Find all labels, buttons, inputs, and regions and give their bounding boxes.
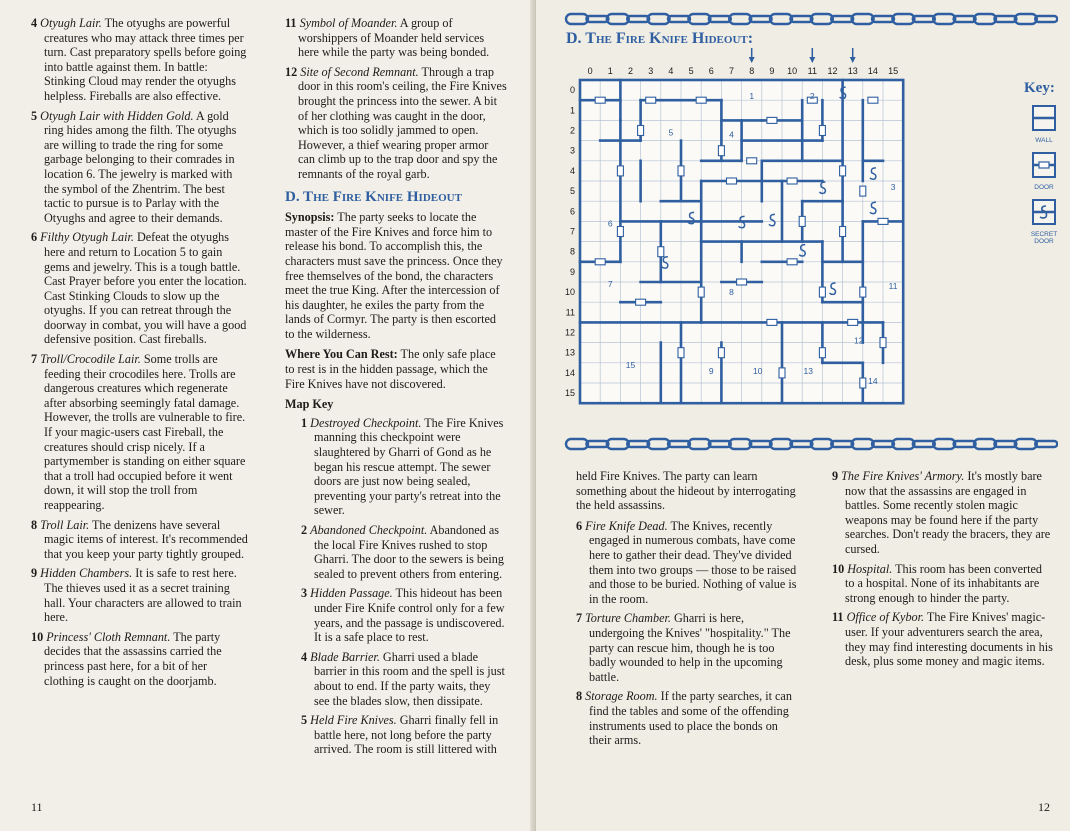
room-label-12: 12 xyxy=(854,335,864,346)
x-tick-5: 5 xyxy=(688,66,694,76)
right-column-2 xyxy=(832,469,1054,674)
entry-9: 9 The Fire Knives' Armory. It's mostly bare now that the assassins are engaged in battles. Some recently stolen magic weapons may be found here if the party searches. Don't ready the bracers, they are cursed. xyxy=(832,469,1051,556)
room-label-6: 6 xyxy=(607,218,613,229)
entry-7: 7 Troll/Crocodile Lair. Some trolls are feeding their crocodiles here. Trolls are dangerous creatures which regenerate after absorbing seemingly fatal damage. However, the trolls are vulnerable to fire. If your magic-users cast Fireball, the creatures should crisp nicely. If a partymember is standing on either square that a troll had occupied before it went down, it will stop the troll from reappearing. xyxy=(31,352,246,512)
chain-link xyxy=(811,14,833,24)
door xyxy=(737,279,747,285)
room-label-9: 9 xyxy=(708,365,714,376)
chain-link xyxy=(729,14,751,24)
door xyxy=(840,166,846,176)
entry-9: 9 Hidden Chambers. It is safe to rest here. The thieves used it as a secret training hall. Your characters are allowed to train here. xyxy=(31,566,242,625)
door xyxy=(636,299,646,305)
chain-link xyxy=(668,441,690,447)
room-label-2: 2 xyxy=(809,91,815,102)
door xyxy=(860,186,866,196)
key-wall: WALL xyxy=(1024,105,1064,144)
chain-link xyxy=(892,14,914,24)
chain-link xyxy=(892,439,914,449)
x-tick-9: 9 xyxy=(769,66,775,76)
x-tick-14: 14 xyxy=(867,66,878,76)
key-door: DOOR xyxy=(1024,152,1064,191)
y-tick-11: 11 xyxy=(565,307,575,318)
chain-link xyxy=(1015,14,1037,24)
key-label: Key: xyxy=(1024,80,1055,96)
chain-link xyxy=(566,439,588,449)
door xyxy=(617,227,623,237)
y-tick-0: 0 xyxy=(569,85,575,96)
chain-link xyxy=(933,14,955,24)
chain-link xyxy=(648,14,670,24)
door xyxy=(860,378,866,388)
key-secret-door: SECRET DOOR xyxy=(1024,199,1064,245)
chain-link xyxy=(954,16,976,22)
chain-link xyxy=(872,16,894,22)
x-tick-0: 0 xyxy=(587,66,593,76)
door xyxy=(860,287,866,297)
entry-10: 10 Princess' Cloth Remnant. The party decides that the assassins carried the princess past here, for a bit of her clothing is caught on the doorjamb. xyxy=(31,629,222,688)
chain-link xyxy=(709,441,731,447)
entry-3: 3 Hidden Passage. This hideout has been under Fire Knife control only for a few years, and the passage is undiscovered. It is a safe place to rest. xyxy=(301,586,505,645)
chain-link xyxy=(994,16,1016,22)
door xyxy=(767,319,777,325)
door xyxy=(819,287,825,297)
entry-6: 6 Filthy Otyugh Lair. Defeat the otyughs here and return to Location 5 to gain gems and jewelry. This is a tough battle. Cast Prayer before you enter the location. Cast Stinking Clouds to slow up the otyughs. If you can retreat through the doorway in combat, you will have a good defensive position. Cast fireballs. xyxy=(31,230,247,347)
entry-arrow-head xyxy=(850,57,856,63)
y-tick-15: 15 xyxy=(564,388,575,399)
page-number-right: 12 xyxy=(1038,800,1050,814)
x-tick-3: 3 xyxy=(648,66,654,76)
room-label-4: 4 xyxy=(729,129,734,140)
door xyxy=(727,178,737,184)
door xyxy=(678,166,684,176)
door xyxy=(658,247,664,257)
x-tick-4: 4 xyxy=(668,66,674,76)
entry-8: 8 Storage Room. If the party searches, it can find the tables and some of the offending instruments used to place the bonds on their arms. xyxy=(576,689,792,748)
right-column-1 xyxy=(576,469,798,753)
room-label-8: 8 xyxy=(729,287,734,298)
chain-link xyxy=(586,16,608,22)
y-tick-6: 6 xyxy=(569,206,575,217)
entry-1: 1 Destroyed Checkpoint. The Fire Knives manning this checkpoint were slaughtered by Gharri of Gond as he began his rescue attempt. The sewer doors are just now being sealed, preventing your party's retreat into the sewer. xyxy=(301,415,504,518)
door xyxy=(799,216,805,226)
x-tick-2: 2 xyxy=(627,66,634,76)
entry-2: 2 Abandoned Checkpoint. Abandoned as the local Fire Knives rushed to stop Gharri. The door to the sewers is being sealed to prevent others from entering. xyxy=(301,523,504,581)
chain-link xyxy=(831,16,853,22)
chain-link xyxy=(586,441,608,447)
door xyxy=(779,368,785,378)
door xyxy=(678,348,684,358)
y-tick-13: 13 xyxy=(564,347,575,358)
left-column-1 xyxy=(31,16,249,693)
room-label-15: 15 xyxy=(625,359,636,370)
chain-link xyxy=(668,16,690,22)
entry-6: 6 Fire Knife Dead. The Knives, recently engaged in numerous combats, have come here to gather their dead. They've divided them into two groups — those to be raised and those to be buried. Nothing of value is in the room. xyxy=(576,518,797,606)
page-number-left: 11 xyxy=(31,800,43,814)
x-tick-10: 10 xyxy=(787,66,798,76)
x-tick-15: 15 xyxy=(888,66,899,76)
rest-info: Where You Can Rest: The only safe place to rest is in the hidden passage, which the Fire Knives have not discovered. xyxy=(285,347,496,391)
door xyxy=(868,97,878,103)
door xyxy=(718,146,724,156)
room-label-11: 11 xyxy=(888,281,898,292)
chain-link xyxy=(1015,439,1037,449)
entry-4: 4 Otyugh Lair. The otyughs are powerful creatures who may attack three times per turn. Cast preparatory spells before going into battle against them. In battle: Stinking Cloud may render the otyughs helpless. Fireballs are also effective. xyxy=(31,16,247,103)
door xyxy=(747,158,757,164)
chain-link xyxy=(811,439,833,449)
map-key-legend xyxy=(1024,80,1064,245)
x-tick-6: 6 xyxy=(708,66,714,76)
chain-link xyxy=(852,439,874,449)
map-title: D. The Fire Knife Hideout: xyxy=(566,30,754,47)
left-column-2 xyxy=(285,16,507,762)
door xyxy=(819,126,825,136)
entry-5: 5 Otyugh Lair with Hidden Gold. A gold ring hides among the filth. The otyughs are willing to trade the ring for some garbage belonging to their comrades in location 6. The jewelry is marked with the symbol of the Zhentrim. The best tactic to pursue is to Parlay with the Otyughs and agree to their demands. xyxy=(31,108,237,225)
room-label-13: 13 xyxy=(803,365,813,376)
chain-link xyxy=(688,14,710,24)
y-tick-9: 9 xyxy=(569,266,575,277)
section-heading: D. The Fire Knife Hideout xyxy=(285,188,462,205)
chain-link xyxy=(688,439,710,449)
entry-10: 10 Hospital. This room has been converted to a hospital. None of its inhabitants are strong enough to hinder the party. xyxy=(832,561,1042,605)
y-tick-14: 14 xyxy=(564,367,575,378)
door xyxy=(698,287,704,297)
door xyxy=(840,227,846,237)
chain-link xyxy=(729,439,751,449)
chain-link xyxy=(974,439,996,449)
chain-link xyxy=(852,14,874,24)
door xyxy=(787,178,797,184)
room-label-7: 7 xyxy=(607,279,613,290)
chain-link xyxy=(1035,16,1057,22)
chain-link xyxy=(954,441,976,447)
entry-arrow-head xyxy=(809,57,815,63)
door xyxy=(767,117,777,123)
hideout-map xyxy=(556,48,906,408)
chain-link xyxy=(750,16,772,22)
chain-link xyxy=(709,16,731,22)
chain-link xyxy=(913,441,935,447)
chain-link xyxy=(913,16,935,22)
y-tick-8: 8 xyxy=(569,246,575,257)
door xyxy=(696,97,706,103)
chain-link xyxy=(790,441,812,447)
door xyxy=(646,97,656,103)
room-label-5: 5 xyxy=(668,127,674,138)
room-label-14: 14 xyxy=(868,375,878,386)
entry-4: 4 Blade Barrier. Gharri used a blade barrier in this room and the spell is just about to end. If the party waits, they see the blades slow, then dissipate. xyxy=(301,649,505,708)
y-tick-1: 1 xyxy=(569,105,575,116)
door xyxy=(878,218,888,224)
chain-link xyxy=(831,441,853,447)
chain-link xyxy=(607,439,629,449)
chain-link xyxy=(1035,441,1057,447)
chain-link xyxy=(648,439,670,449)
door xyxy=(595,97,605,103)
y-tick-5: 5 xyxy=(569,186,575,197)
right-page xyxy=(536,0,1070,831)
y-tick-7: 7 xyxy=(569,226,575,237)
entry-11: 11 Symbol of Moander. A group of worshippers of Moander held services here while the party was being bonded. xyxy=(285,16,490,60)
chain-border-bottom xyxy=(564,437,1058,451)
y-tick-2: 2 xyxy=(569,125,575,136)
chain-link xyxy=(872,441,894,447)
door xyxy=(595,259,605,265)
door xyxy=(819,348,825,358)
door xyxy=(787,259,797,265)
room-label-10: 10 xyxy=(753,365,763,376)
door xyxy=(617,166,623,176)
chain-link xyxy=(770,14,792,24)
chain-link xyxy=(750,441,772,447)
chain-link xyxy=(933,439,955,449)
chain-link xyxy=(974,14,996,24)
room-label-1: 1 xyxy=(749,91,755,102)
map-key-heading: Map Key xyxy=(285,397,334,412)
y-tick-3: 3 xyxy=(569,145,575,156)
door xyxy=(718,348,724,358)
door xyxy=(880,338,886,348)
chain-link xyxy=(770,439,792,449)
chain-link xyxy=(607,14,629,24)
x-tick-8: 8 xyxy=(749,66,755,76)
entry-7: 7 Torture Chamber. Gharri is here, undergoing the Knives' "hospitality." The party can rescue him, though he is too badly wounded to help in the upcoming battle. xyxy=(576,611,791,684)
room-label-3: 3 xyxy=(890,182,896,193)
y-tick-12: 12 xyxy=(564,327,575,338)
x-tick-7: 7 xyxy=(728,66,735,76)
door xyxy=(638,126,644,136)
y-tick-4: 4 xyxy=(569,165,575,176)
chain-link xyxy=(627,441,649,447)
door xyxy=(848,319,858,325)
x-tick-12: 12 xyxy=(827,66,838,76)
chain-link xyxy=(994,441,1016,447)
y-tick-10: 10 xyxy=(564,287,575,298)
entry-arrow-head xyxy=(749,57,755,63)
chain-link xyxy=(627,16,649,22)
entry-12: 12 Site of Second Remnant. Through a trap door in this room's ceiling, the Fire Knives brought the princess into the sewer. A bit of her clothing was caught in the door, which is too solidly jammed to open. However, a thief wearing proper armor can climb up to the trap door and spy the remnants of the royal garb. xyxy=(285,64,507,181)
continued-text: held Fire Knives. The party can learn something about the hideout by interrogating the held assassins. xyxy=(576,469,796,513)
chain-border-top xyxy=(564,12,1058,26)
x-tick-13: 13 xyxy=(847,66,858,76)
chain-link xyxy=(566,14,588,24)
entry-11: 11 Office of Kybor. The Fire Knives' magic-user. If your adventurers search the area, they may find interesting documents in his desk, plus some money and magic items. xyxy=(832,610,1053,669)
entry-5: 5 Held Fire Knives. Gharri finally fell in battle here, not long before the party arrived. The room is still littered with xyxy=(301,713,499,757)
x-tick-11: 11 xyxy=(807,66,817,76)
entry-8: 8 Troll Lair. The denizens have several magic items of interest. It's recommended that you keep your party tightly grouped. xyxy=(31,517,248,561)
synopsis: Synopsis: The party seeks to locate the master of the Fire Knives and force him to release his bond. To accomplish this, the characters must save the princess. Once they free themselves of the bond, the characters meet the true King. After the intercession of his daughter, he exiles the party from the lands of Cormyr. The party is then escorted to the wilderness. xyxy=(285,210,503,341)
chain-link xyxy=(790,16,812,22)
x-tick-1: 1 xyxy=(607,66,613,76)
